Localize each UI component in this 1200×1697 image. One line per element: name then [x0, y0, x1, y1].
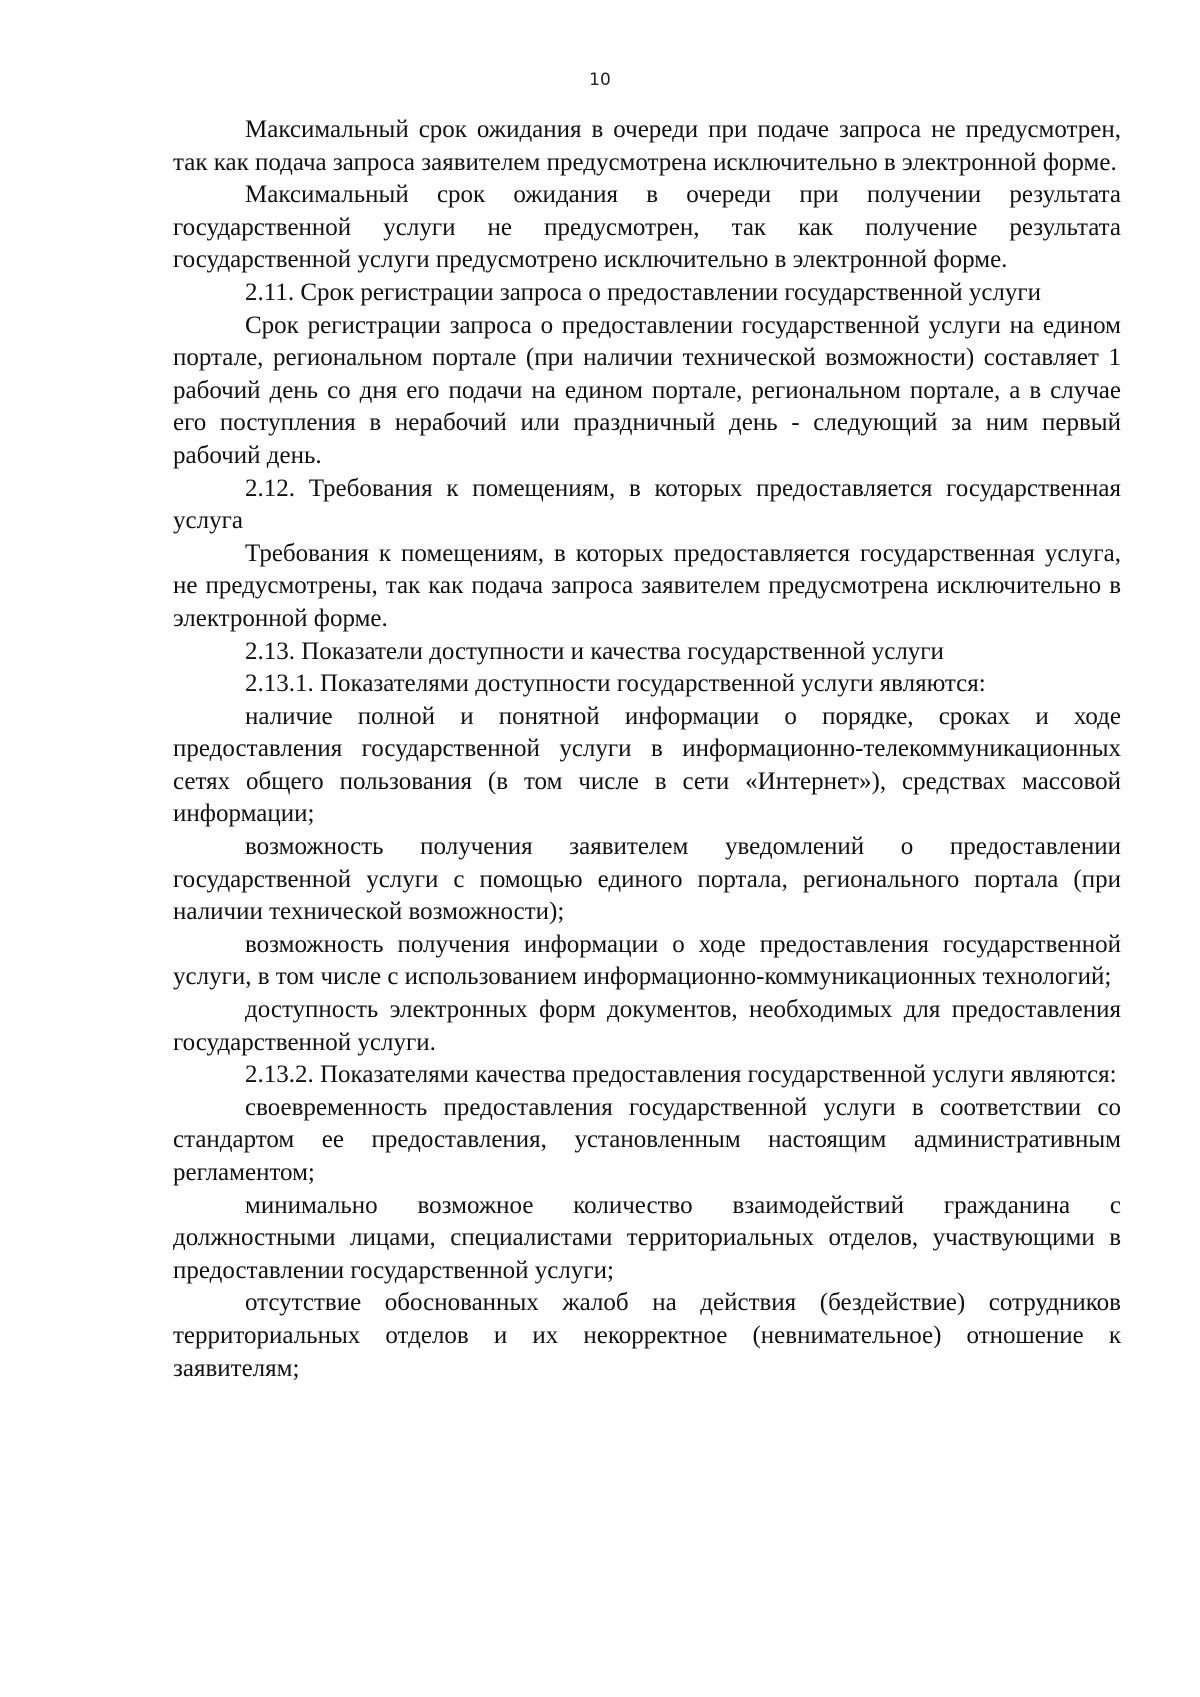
section-heading-2-13-2: 2.13.2. Показателями качества предоставления государственной услуги являются:: [245, 1061, 1117, 1089]
paragraph-registration-term: Срок регистрации запроса о предоставлении государственной услуги на едином портале, региональном портале (при наличии технической возможности) составляет 1 рабочий день со дня его подачи на едином портале, региональном портале, а в случае его поступления в нерабочий или праздничный день - следующий за ним первый рабочий день.: [173, 311, 1121, 469]
page-number: 10: [589, 70, 611, 90]
paragraph-queue-request: Максимальный срок ожидания в очереди при подаче запроса не предусмотрен, так как подача запроса заявителем предусмотрена исключительно в электронной форме.: [173, 116, 1121, 176]
list-item-information-availability: наличие полной и понятной информации о порядке, сроках и ходе предоставления государственной услуги в информационно-телекоммуникационных сетях общего пользования (в том числе в сети «Интернет»), средствах массовой информации;: [173, 702, 1121, 828]
paragraph-queue-result: Максимальный срок ожидания в очереди при получении результата государственной услуги не предусмотрен, так как получение результата государственной услуги предусмотрено исключительно в электронной форме.: [173, 181, 1121, 274]
document-body: [173, 114, 1121, 1385]
list-item-progress-info: возможность получения информации о ходе предоставления государственной услуги, в том числе с использованием информационно-коммуникационных технологий;: [173, 930, 1121, 991]
section-heading-2-13-1: 2.13.1. Показателями доступности государственной услуги являются:: [245, 670, 986, 698]
paragraph-premises-requirements: Требования к помещениям, в которых предоставляется государственная услуга, не предусмотрены, так как подача запроса заявителем предусмотрена исключительно в электронной форме.: [173, 539, 1121, 632]
list-item-electronic-forms: доступность электронных форм документов, необходимых для предоставления государственной услуги.: [173, 996, 1121, 1056]
section-heading-2-13: 2.13. Показатели доступности и качества государственной услуги: [245, 637, 944, 665]
list-item-no-complaints: отсутствие обоснованных жалоб на действия (бездействие) сотрудников территориальных отделов и их некорректное (невнимательное) отношение к заявителям;: [173, 1289, 1121, 1382]
list-item-notifications: возможность получения заявителем уведомлений о предоставлении государственной услуги с помощью единого портала, регионального портала (при наличии технической возможности);: [173, 833, 1121, 926]
section-heading-2-11: 2.11. Срок регистрации запроса о предоставлении государственной услуги: [245, 278, 1042, 306]
section-heading-2-12: 2.12. Требования к помещениям, в которых предоставляется государственная услуга: [173, 474, 1121, 535]
list-item-minimal-interactions: минимально возможное количество взаимодействий гражданина с должностными лицами, специалистами территориальных отделов, участвующими в предоставлении государственной услуги;: [173, 1191, 1121, 1284]
list-item-timeliness: своевременность предоставления государственной услуги в соответствии со стандартом ее предоставления, установленным настоящим административным регламентом;: [173, 1093, 1121, 1186]
